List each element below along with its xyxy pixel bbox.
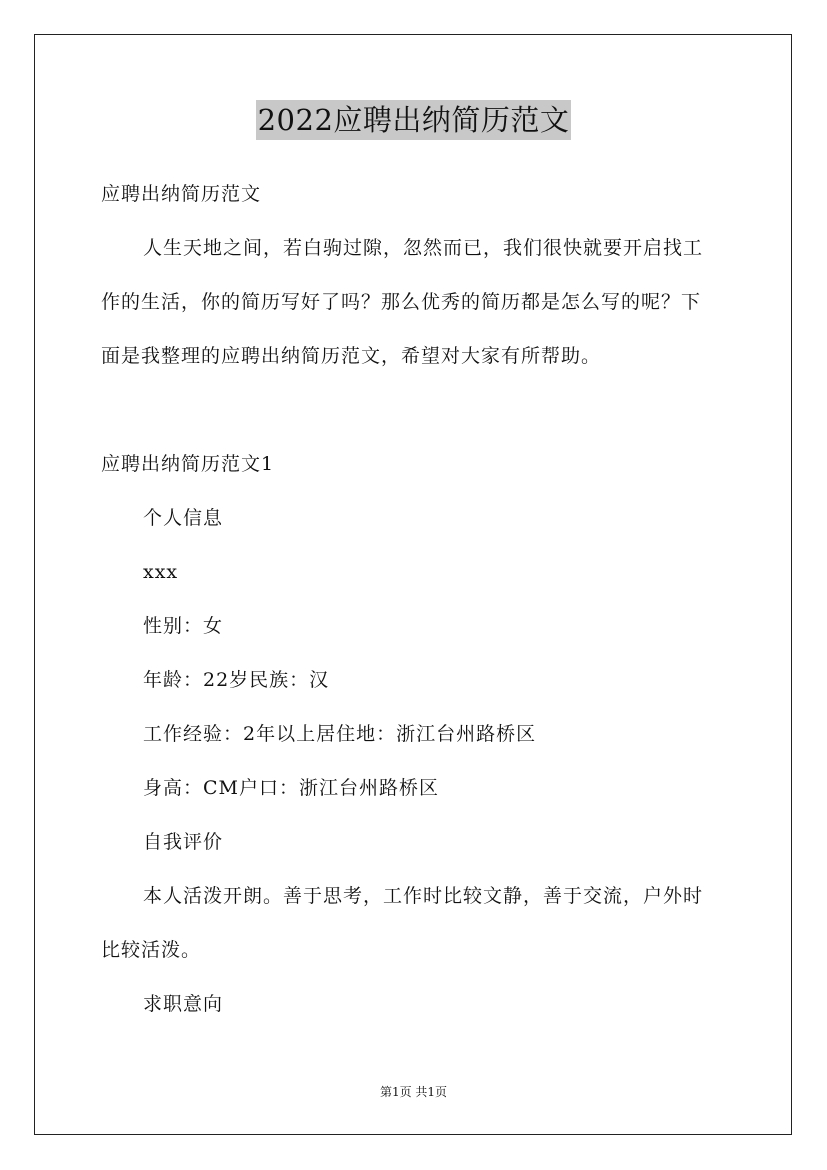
document-title: 2022应聘出纳简历范文 [256, 100, 572, 140]
self-eval-label: 自我评价 [143, 831, 224, 853]
section1-heading: 应聘出纳简历范文1 [101, 453, 275, 475]
age-ethnicity-line: 年龄：22岁民族：汉 [143, 669, 330, 691]
intro-line-2: 作的生活，你的简历写好了吗？那么优秀的简历都是怎么写的呢？下 [101, 291, 702, 313]
page-footer: 第1页 共1页 [379, 1085, 448, 1099]
height-hukou-line: 身高：CM户口：浙江台州路桥区 [143, 777, 439, 799]
self-eval-line-2: 比较活泼。 [101, 939, 202, 961]
job-intent-label: 求职意向 [143, 993, 224, 1015]
intro-line-1: 人生天地之间，若白驹过隙，忽然而已，我们很快就要开启找工 [143, 237, 704, 259]
intro-line-3: 面是我整理的应聘出纳简历范文，希望对大家有所帮助。 [101, 345, 602, 367]
document-heading: 应聘出纳简历范文 [101, 183, 262, 205]
gender-line: 性别：女 [143, 615, 224, 637]
personal-info-label: 个人信息 [143, 507, 224, 529]
experience-location-line: 工作经验：2年以上居住地：浙江台州路桥区 [143, 723, 537, 745]
title-container [0, 100, 827, 140]
self-eval-line-1: 本人活泼开朗。善于思考，工作时比较文静，善于交流，户外时 [143, 885, 704, 907]
name-value: xxx [143, 561, 179, 583]
